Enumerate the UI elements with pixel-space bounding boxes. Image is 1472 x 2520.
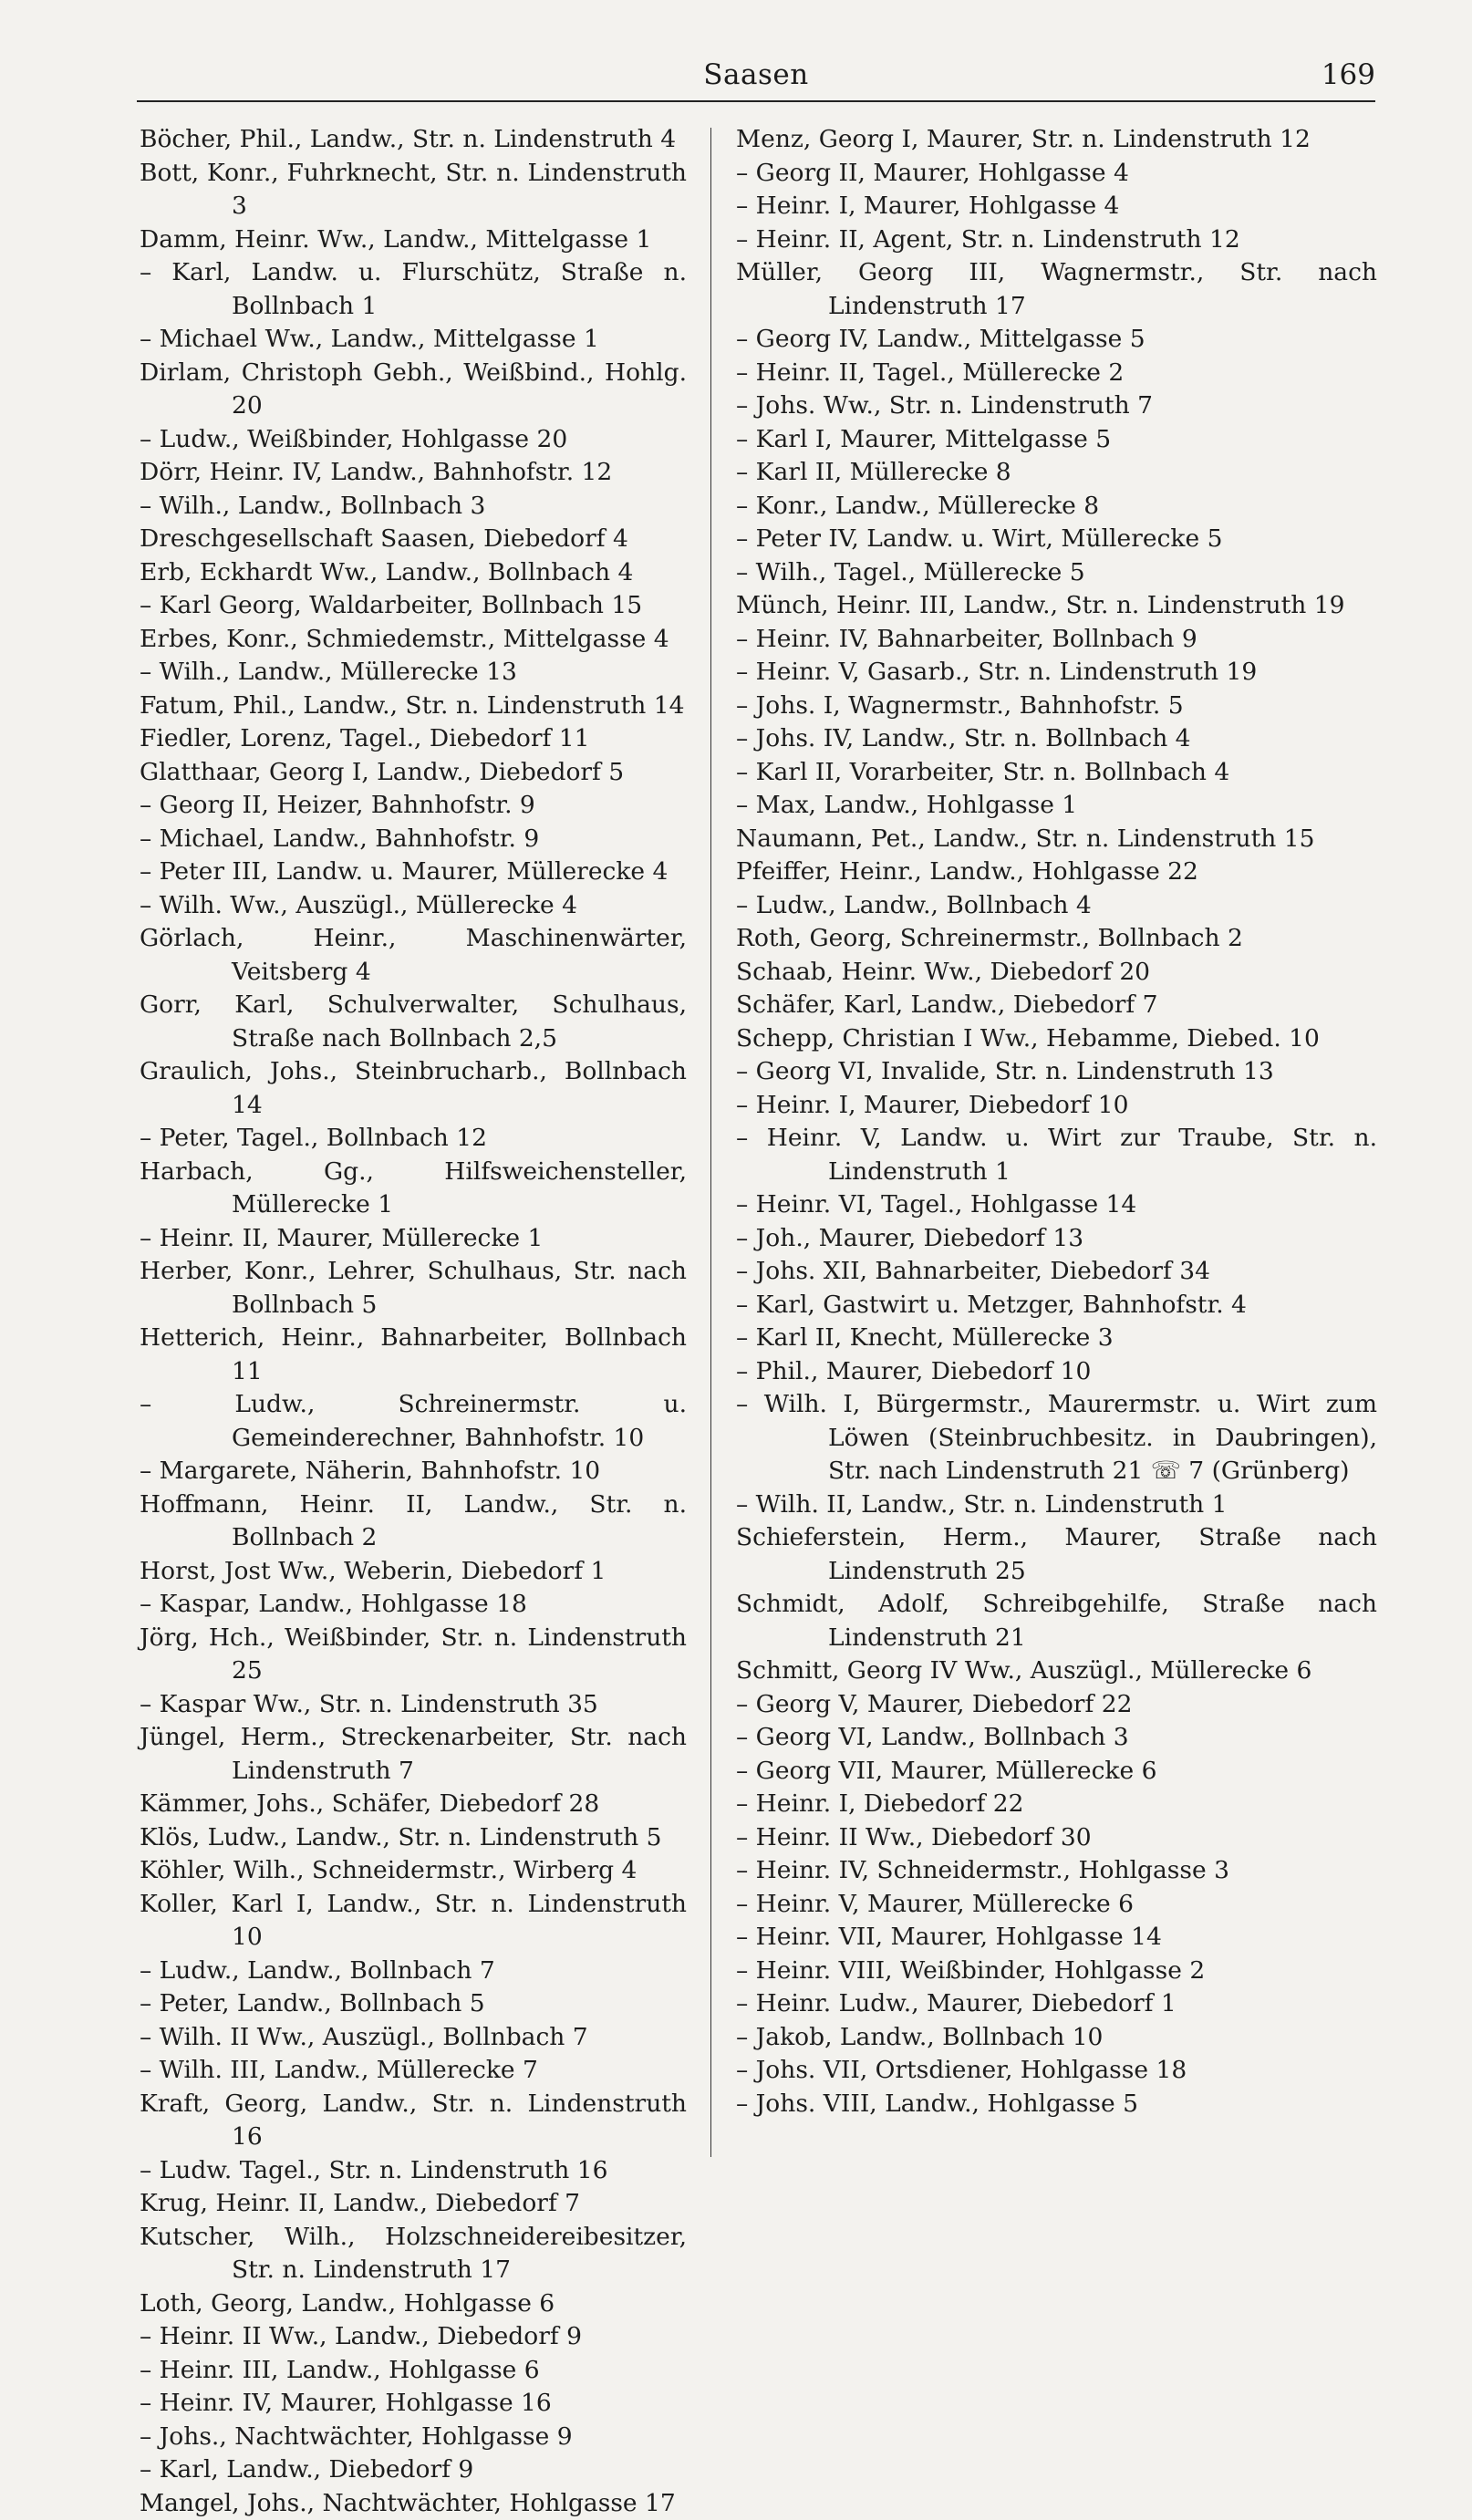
directory-entry: Dreschgesellschaft Saasen, Diebedorf 4	[140, 523, 687, 556]
directory-entry: – Wilh., Landw., Bollnbach 3	[140, 490, 687, 524]
directory-entry: – Heinr. VII, Maurer, Hohlgasse 14	[736, 1921, 1377, 1955]
right-column	[736, 123, 1377, 2121]
directory-entry: Schmitt, Georg IV Ww., Auszügl., Müllerecke 6	[736, 1654, 1377, 1688]
directory-entry: Roth, Georg, Schreinermstr., Bollnbach 2	[736, 922, 1377, 956]
directory-entry: Damm, Heinr. Ww., Landw., Mittelgasse 1	[140, 223, 687, 257]
directory-entry: – Heinr. I, Maurer, Hohlgasse 4	[736, 190, 1377, 223]
directory-entry: Münch, Heinr. III, Landw., Str. n. Lindenstruth 19	[736, 589, 1377, 623]
directory-entry: Menz, Georg I, Maurer, Str. n. Lindenstruth 12	[736, 123, 1377, 157]
directory-entry: – Wilh. III, Landw., Müllerecke 7	[140, 2054, 687, 2088]
directory-entry: Müller, Georg III, Wagnermstr., Str. nach Lindenstruth 17	[736, 256, 1377, 323]
directory-entry: Fatum, Phil., Landw., Str. n. Lindenstruth 14	[140, 690, 687, 723]
directory-entry: – Georg II, Heizer, Bahnhofstr. 9	[140, 789, 687, 823]
directory-entry: – Ludw. Tagel., Str. n. Lindenstruth 16	[140, 2154, 687, 2188]
directory-entry: – Karl, Gastwirt u. Metzger, Bahnhofstr. 4	[736, 1289, 1377, 1322]
directory-entry: Erbes, Konr., Schmiedemstr., Mittelgasse 4	[140, 623, 687, 657]
directory-entry: – Georg V, Maurer, Diebedorf 22	[736, 1688, 1377, 1722]
directory-entry: – Wilh., Tagel., Müllerecke 5	[736, 556, 1377, 590]
directory-entry: – Heinr. II, Tagel., Müllerecke 2	[736, 357, 1377, 390]
directory-entry: Erb, Eckhardt Ww., Landw., Bollnbach 4	[140, 556, 687, 590]
directory-entry: – Karl II, Müllerecke 8	[736, 456, 1377, 490]
directory-entry: – Margarete, Näherin, Bahnhofstr. 10	[140, 1455, 687, 1488]
directory-entry: – Michael Ww., Landw., Mittelgasse 1	[140, 323, 687, 357]
directory-entry: – Michael, Landw., Bahnhofstr. 9	[140, 823, 687, 856]
directory-entry: – Georg VII, Maurer, Müllerecke 6	[736, 1755, 1377, 1789]
directory-entry: – Georg VI, Landw., Bollnbach 3	[736, 1721, 1377, 1755]
directory-entry: – Johs. VIII, Landw., Hohlgasse 5	[736, 2088, 1377, 2121]
directory-entry: – Johs., Nachtwächter, Hohlgasse 9	[140, 2421, 687, 2454]
directory-entry: – Wilh. Ww., Auszügl., Müllerecke 4	[140, 889, 687, 923]
directory-entry: – Kaspar, Landw., Hohlgasse 18	[140, 1588, 687, 1622]
directory-entry: Harbach, Gg., Hilfsweichensteller, Müllerecke 1	[140, 1156, 687, 1222]
directory-entry: Glatthaar, Georg I, Landw., Diebedorf 5	[140, 756, 687, 790]
directory-entry: – Johs. XII, Bahnarbeiter, Diebedorf 34	[736, 1255, 1377, 1289]
directory-entry: Schäfer, Karl, Landw., Diebedorf 7	[736, 989, 1377, 1022]
directory-entry: – Heinr. V, Gasarb., Str. n. Lindenstruth 19	[736, 656, 1377, 690]
directory-entry: – Heinr. I, Maurer, Diebedorf 10	[736, 1089, 1377, 1123]
directory-entry: Schmidt, Adolf, Schreibgehilfe, Straße nach Lindenstruth 21	[736, 1588, 1377, 1654]
directory-entry: Pfeiffer, Heinr., Landw., Hohlgasse 22	[736, 856, 1377, 889]
directory-entry: – Heinr. V, Landw. u. Wirt zur Traube, Str. n. Lindenstruth 1	[736, 1122, 1377, 1188]
directory-entry: – Heinr. IV, Maurer, Hohlgasse 16	[140, 2387, 687, 2421]
directory-entry: – Karl, Landw., Diebedorf 9	[140, 2453, 687, 2487]
directory-entry: Schieferstein, Herm., Maurer, Straße nach Lindenstruth 25	[736, 1521, 1377, 1588]
directory-entry: – Joh., Maurer, Diebedorf 13	[736, 1222, 1377, 1256]
directory-entry: Görlach, Heinr., Maschinenwärter, Veitsberg 4	[140, 922, 687, 989]
directory-entry: – Karl, Landw. u. Flurschütz, Straße n. Bollnbach 1	[140, 256, 687, 323]
directory-entry: – Heinr. II Ww., Diebedorf 30	[736, 1821, 1377, 1855]
directory-entry: Loth, Georg, Landw., Hohlgasse 6	[140, 2287, 687, 2321]
column-divider	[710, 128, 711, 2157]
directory-entry: Horst, Jost Ww., Weberin, Diebedorf 1	[140, 1555, 687, 1589]
directory-entry: – Heinr. V, Maurer, Müllerecke 6	[736, 1888, 1377, 1922]
directory-entry: Jörg, Hch., Weißbinder, Str. n. Lindenstruth 25	[140, 1622, 687, 1688]
directory-entry: Bott, Konr., Fuhrknecht, Str. n. Lindenstruth 3	[140, 157, 687, 223]
directory-entry: – Karl Georg, Waldarbeiter, Bollnbach 15	[140, 589, 687, 623]
directory-entry: – Georg IV, Landw., Mittelgasse 5	[736, 323, 1377, 357]
directory-entry: – Johs. Ww., Str. n. Lindenstruth 7	[736, 389, 1377, 423]
directory-entry: – Ludw., Schreinermstr. u. Gemeinderechner, Bahnhofstr. 10	[140, 1388, 687, 1455]
directory-entry: – Heinr. IV, Bahnarbeiter, Bollnbach 9	[736, 623, 1377, 657]
directory-entry: – Ludw., Weißbinder, Hohlgasse 20	[140, 423, 687, 457]
directory-entry: Kämmer, Johs., Schäfer, Diebedorf 28	[140, 1788, 687, 1821]
directory-entry: – Wilh. I, Bürgermstr., Maurermstr. u. Wirt zum Löwen (Steinbruchbesitz. in Daubringen), Str. nach Lindenstruth 21 ☏ 7 (Grünberg)	[736, 1388, 1377, 1488]
directory-entry: – Johs. I, Wagnermstr., Bahnhofstr. 5	[736, 690, 1377, 723]
directory-entry: – Heinr. II, Agent, Str. n. Lindenstruth 12	[736, 223, 1377, 257]
directory-entry: Böcher, Phil., Landw., Str. n. Lindenstruth 4	[140, 123, 687, 157]
directory-entry: – Heinr. III, Landw., Hohlgasse 6	[140, 2354, 687, 2388]
directory-entry: – Georg VI, Invalide, Str. n. Lindenstruth 13	[736, 1055, 1377, 1089]
directory-entry: Krug, Heinr. II, Landw., Diebedorf 7	[140, 2187, 687, 2221]
directory-entry: – Heinr. II, Maurer, Müllerecke 1	[140, 1222, 687, 1256]
directory-entry: Dirlam, Christoph Gebh., Weißbind., Hohlg. 20	[140, 357, 687, 423]
directory-entry: – Johs. VII, Ortsdiener, Hohlgasse 18	[736, 2054, 1377, 2088]
directory-entry: Graulich, Johs., Steinbrucharb., Bollnbach 14	[140, 1055, 687, 1122]
directory-entry: Dörr, Heinr. IV, Landw., Bahnhofstr. 12	[140, 456, 687, 490]
directory-entry: Mangel, Johs., Nachtwächter, Hohlgasse 17	[140, 2487, 687, 2520]
page-header	[137, 49, 1375, 104]
directory-entry: – Heinr. VI, Tagel., Hohlgasse 14	[736, 1188, 1377, 1222]
directory-entry: – Max, Landw., Hohlgasse 1	[736, 789, 1377, 823]
directory-entry: – Karl II, Knecht, Müllerecke 3	[736, 1322, 1377, 1355]
directory-entry: – Peter III, Landw. u. Maurer, Müllerecke 4	[140, 856, 687, 889]
header-rule	[137, 100, 1375, 102]
directory-entry: Klös, Ludw., Landw., Str. n. Lindenstruth 5	[140, 1821, 687, 1855]
directory-entry: Köhler, Wilh., Schneidermstr., Wirberg 4	[140, 1854, 687, 1888]
directory-entry: Hoffmann, Heinr. II, Landw., Str. n. Bollnbach 2	[140, 1488, 687, 1555]
directory-entry: Kraft, Georg, Landw., Str. n. Lindenstruth 16	[140, 2088, 687, 2154]
directory-entry: Fiedler, Lorenz, Tagel., Diebedorf 11	[140, 722, 687, 756]
directory-entry: Hetterich, Heinr., Bahnarbeiter, Bollnbach 11	[140, 1322, 687, 1388]
directory-entry: Naumann, Pet., Landw., Str. n. Lindenstruth 15	[736, 823, 1377, 856]
directory-entry: – Kaspar Ww., Str. n. Lindenstruth 35	[140, 1688, 687, 1722]
directory-entry: – Heinr. IV, Schneidermstr., Hohlgasse 3	[736, 1854, 1377, 1888]
directory-entry: Gorr, Karl, Schulverwalter, Schulhaus, Straße nach Bollnbach 2,5	[140, 989, 687, 1055]
directory-entry: Schaab, Heinr. Ww., Diebedorf 20	[736, 956, 1377, 990]
directory-entry: – Karl I, Maurer, Mittelgasse 5	[736, 423, 1377, 457]
page-number: 169	[1322, 58, 1375, 91]
directory-entry: – Heinr. II Ww., Landw., Diebedorf 9	[140, 2320, 687, 2354]
directory-entry: – Wilh., Landw., Müllerecke 13	[140, 656, 687, 690]
directory-entry: – Peter, Tagel., Bollnbach 12	[140, 1122, 687, 1156]
directory-entry: Koller, Karl I, Landw., Str. n. Lindenstruth 10	[140, 1888, 687, 1955]
running-title: Saasen	[137, 58, 1375, 91]
directory-entry: – Heinr. Ludw., Maurer, Diebedorf 1	[736, 1987, 1377, 2021]
directory-entry: Jüngel, Herm., Streckenarbeiter, Str. nach Lindenstruth 7	[140, 1721, 687, 1788]
directory-entry: Kutscher, Wilh., Holzschneidereibesitzer, Str. n. Lindenstruth 17	[140, 2221, 687, 2287]
directory-entry: – Konr., Landw., Müllerecke 8	[736, 490, 1377, 524]
directory-entry: – Ludw., Landw., Bollnbach 4	[736, 889, 1377, 923]
directory-entry: – Johs. IV, Landw., Str. n. Bollnbach 4	[736, 722, 1377, 756]
directory-entry: – Georg II, Maurer, Hohlgasse 4	[736, 157, 1377, 191]
directory-entry: – Phil., Maurer, Diebedorf 10	[736, 1355, 1377, 1389]
left-column	[140, 123, 687, 2520]
directory-entry: Schepp, Christian I Ww., Hebamme, Diebed. 10	[736, 1022, 1377, 1056]
directory-entry: – Peter, Landw., Bollnbach 5	[140, 1987, 687, 2021]
directory-entry: – Wilh. II, Landw., Str. n. Lindenstruth 1	[736, 1488, 1377, 1522]
directory-entry: – Peter IV, Landw. u. Wirt, Müllerecke 5	[736, 523, 1377, 556]
directory-entry: – Karl II, Vorarbeiter, Str. n. Bollnbach 4	[736, 756, 1377, 790]
directory-entry: – Jakob, Landw., Bollnbach 10	[736, 2021, 1377, 2055]
directory-entry: – Heinr. I, Diebedorf 22	[736, 1788, 1377, 1821]
directory-entry: – Heinr. VIII, Weißbinder, Hohlgasse 2	[736, 1955, 1377, 1988]
directory-entry: – Ludw., Landw., Bollnbach 7	[140, 1955, 687, 1988]
directory-entry: – Wilh. II Ww., Auszügl., Bollnbach 7	[140, 2021, 687, 2055]
directory-entry: Herber, Konr., Lehrer, Schulhaus, Str. nach Bollnbach 5	[140, 1255, 687, 1322]
